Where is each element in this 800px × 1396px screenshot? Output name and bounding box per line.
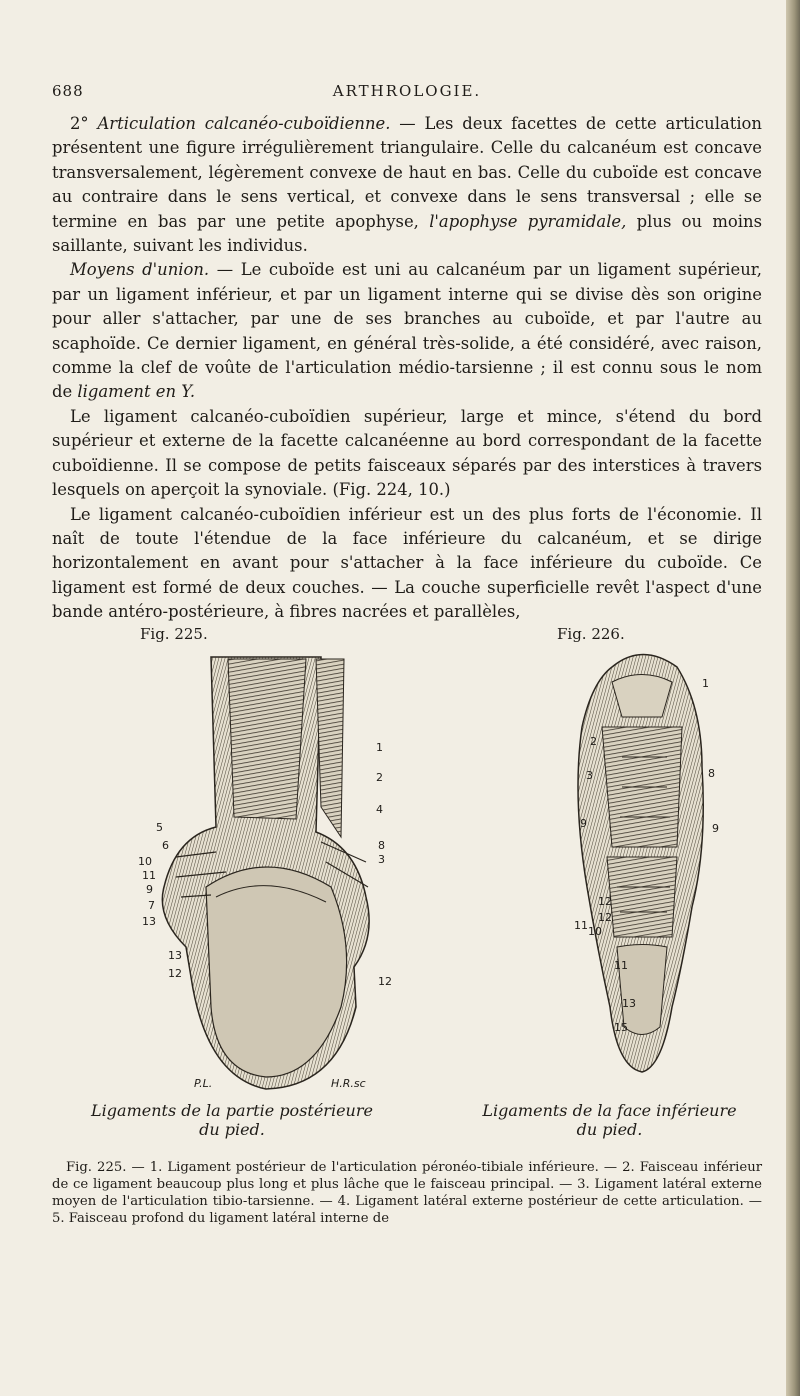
fig226-caption: [457, 1101, 762, 1139]
book-page: [52, 82, 762, 1240]
callout-label: 7: [148, 898, 155, 912]
term-apophyse: l'apophyse pyramidale,: [429, 211, 627, 231]
figure-legend: Fig. 225. — 1. Ligament postérieur de l'articulation péronéo-tibiale inférieure. — 2. Faisceau inférieur de ce ligament beaucoup plus long et plus lâche que le faisceau principal. — 3. Ligament latéral externe moyen de l'articulation tibio-tarsienne. — 4. Ligament latéral externe postérieur de cette articulation. — 5. Faisceau profond du ligament latéral interne de: [52, 1159, 762, 1226]
callout-label: 8: [708, 766, 715, 780]
callout-label: 1: [376, 740, 383, 754]
callout-label: 9: [712, 821, 719, 835]
callout-label: 3: [378, 852, 385, 866]
callout-label: 11: [142, 868, 156, 882]
term-ligament-y: ligament en Y.: [77, 382, 196, 402]
engraver-signature-left: P.L.: [194, 1076, 213, 1090]
callout-label: 12: [598, 894, 612, 908]
caption-line: du pied.: [199, 1119, 265, 1139]
callout-label: 13: [142, 914, 156, 928]
paragraph-ligament-inferieur: Le ligament calcanéo-cuboïdien inférieur est un des plus forts de l'économie. Il naît de toute l'étendue de la face inférieure du calcanéum, et se dirige horizontalement en avant pour s'attacher à la face inférieure du cuboïde. Ce ligament est formé de deux couches. — La couche superficielle revêt l'aspect d'une bande antéro-postérieure, à fibres nacrées et parallèles,: [52, 504, 762, 622]
callout-label: 2: [376, 770, 383, 784]
callout-label: 12: [168, 966, 182, 980]
callout-label: 15: [614, 1020, 628, 1034]
callout-label: 4: [376, 802, 383, 816]
engraver-signature-right: H.R.sc: [331, 1076, 366, 1090]
paragraph-text: plus ou moins saillante, suivant les individus.: [52, 211, 763, 256]
paragraph-articulation: [52, 112, 762, 258]
callout-label: 12: [598, 910, 612, 924]
callout-label: 1: [702, 676, 709, 690]
callout-label: 11: [574, 918, 588, 932]
fig225-illustration: [116, 647, 416, 1095]
paragraph-ligament-superieur: Le ligament calcanéo-cuboïdien supérieur, large et mince, s'étend du bord supérieur et externe de la facette calcanéenne au bord correspondant de la facette cuboïdienne. Il se compose de petits faisceaux séparés par des interstices à travers lesquels on aperçoit la synoviale. (Fig. 224, 10.): [52, 406, 762, 500]
callout-label: 8: [378, 838, 385, 852]
callout-label: 13: [168, 948, 182, 962]
page-number: 688: [52, 82, 84, 100]
figures-area: [52, 625, 762, 1145]
subsection-title: Moyens d'union.: [70, 260, 210, 280]
callout-label: 6: [162, 838, 169, 852]
callout-label: 3: [586, 768, 593, 782]
paragraph-moyens-union: [52, 258, 762, 404]
body-text: [52, 112, 762, 625]
caption-line: Ligaments de la partie postérieure: [91, 1100, 373, 1120]
callout-label: 10: [588, 924, 602, 938]
fig226-illustration: [502, 647, 772, 1085]
caption-line: Ligaments de la face inférieure: [482, 1100, 737, 1120]
callout-label: 11: [614, 958, 628, 972]
fig225-callouts-right: [376, 741, 392, 988]
running-header: [52, 82, 762, 112]
fig226-label: Fig. 226.: [557, 624, 625, 643]
caption-line: du pied.: [576, 1119, 643, 1139]
paragraph-text: — Le cuboïde est uni au calcanéum par un ligament supérieur, par un ligament inférieur, et par un ligament interne qui se divise dès son origine pour aller s'attacher, par une de ses branches au cuboïde, et par l'autre au scaphoïde. Ce dernier ligament, en général très-solide, a été considéré, avec raison, comme la clef de voûte de l'articulation médio-tarsienne ; il est connu sous le nom de: [52, 260, 763, 402]
callout-label: 10: [138, 854, 152, 868]
callout-label: 12: [378, 974, 392, 988]
fig225-label: Fig. 225.: [140, 624, 208, 643]
section-number: 2°: [70, 114, 98, 133]
paragraph-text: — Les deux facettes de cette articulation présentent une figure irrégulièrement triangulaire. Celle du calcanéum est concave transversalement, légèrement convexe de haut en bas. Celle du cuboïde est concave au contraire dans le sens vertical, et convexe dans le sens transversal ; elle se termine en bas par une petite apophyse,: [52, 114, 762, 231]
section-title: Articulation calcanéo-cuboïdienne.: [97, 114, 391, 133]
page-edge-shadow: [786, 0, 800, 1396]
running-title: ARTHROLOGIE.: [332, 82, 482, 100]
fig225-caption: [52, 1101, 412, 1139]
callout-label: 5: [156, 820, 163, 834]
callout-label: 2: [590, 734, 597, 748]
callout-label: 13: [622, 996, 636, 1010]
callout-label: 9: [580, 816, 587, 830]
callout-label: 9: [146, 882, 153, 896]
